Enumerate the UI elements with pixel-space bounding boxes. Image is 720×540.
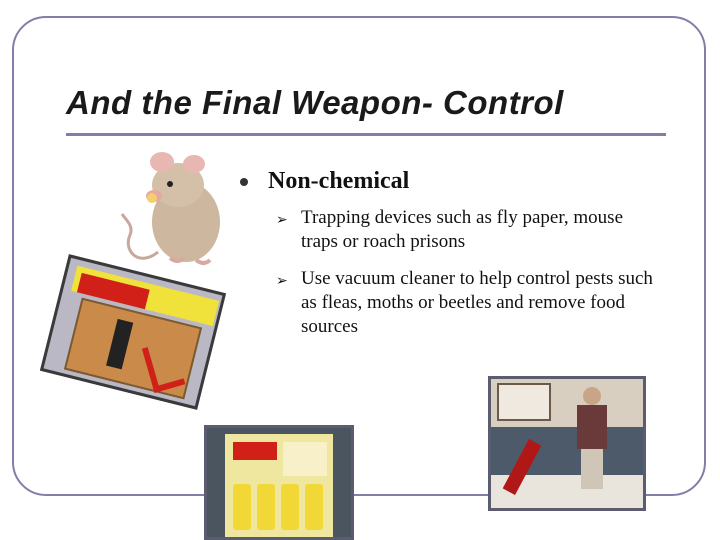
sub-bullet-text: Trapping devices such as fly paper, mouse traps or roach prisons xyxy=(301,207,623,252)
main-bullet xyxy=(240,168,409,195)
title-underline xyxy=(66,133,666,136)
slide-title: And the Final Weapon- Control xyxy=(66,84,564,121)
sub-bullet-1 xyxy=(276,206,656,254)
sub-bullet-2 xyxy=(276,267,656,339)
mouse-illustration xyxy=(118,140,238,275)
arrow-bullet-icon: ➢ xyxy=(276,212,288,228)
main-bullet-text: Non-chemical xyxy=(268,168,410,194)
fly-catcher-photo xyxy=(204,425,354,540)
arrow-bullet-icon: ➢ xyxy=(276,273,288,289)
vacuum-photo xyxy=(488,376,646,511)
sub-bullet-text: Use vacuum cleaner to help control pests such as fleas, moths or beetles and remove food sources xyxy=(301,268,653,337)
bullet-dot-icon xyxy=(240,178,248,186)
